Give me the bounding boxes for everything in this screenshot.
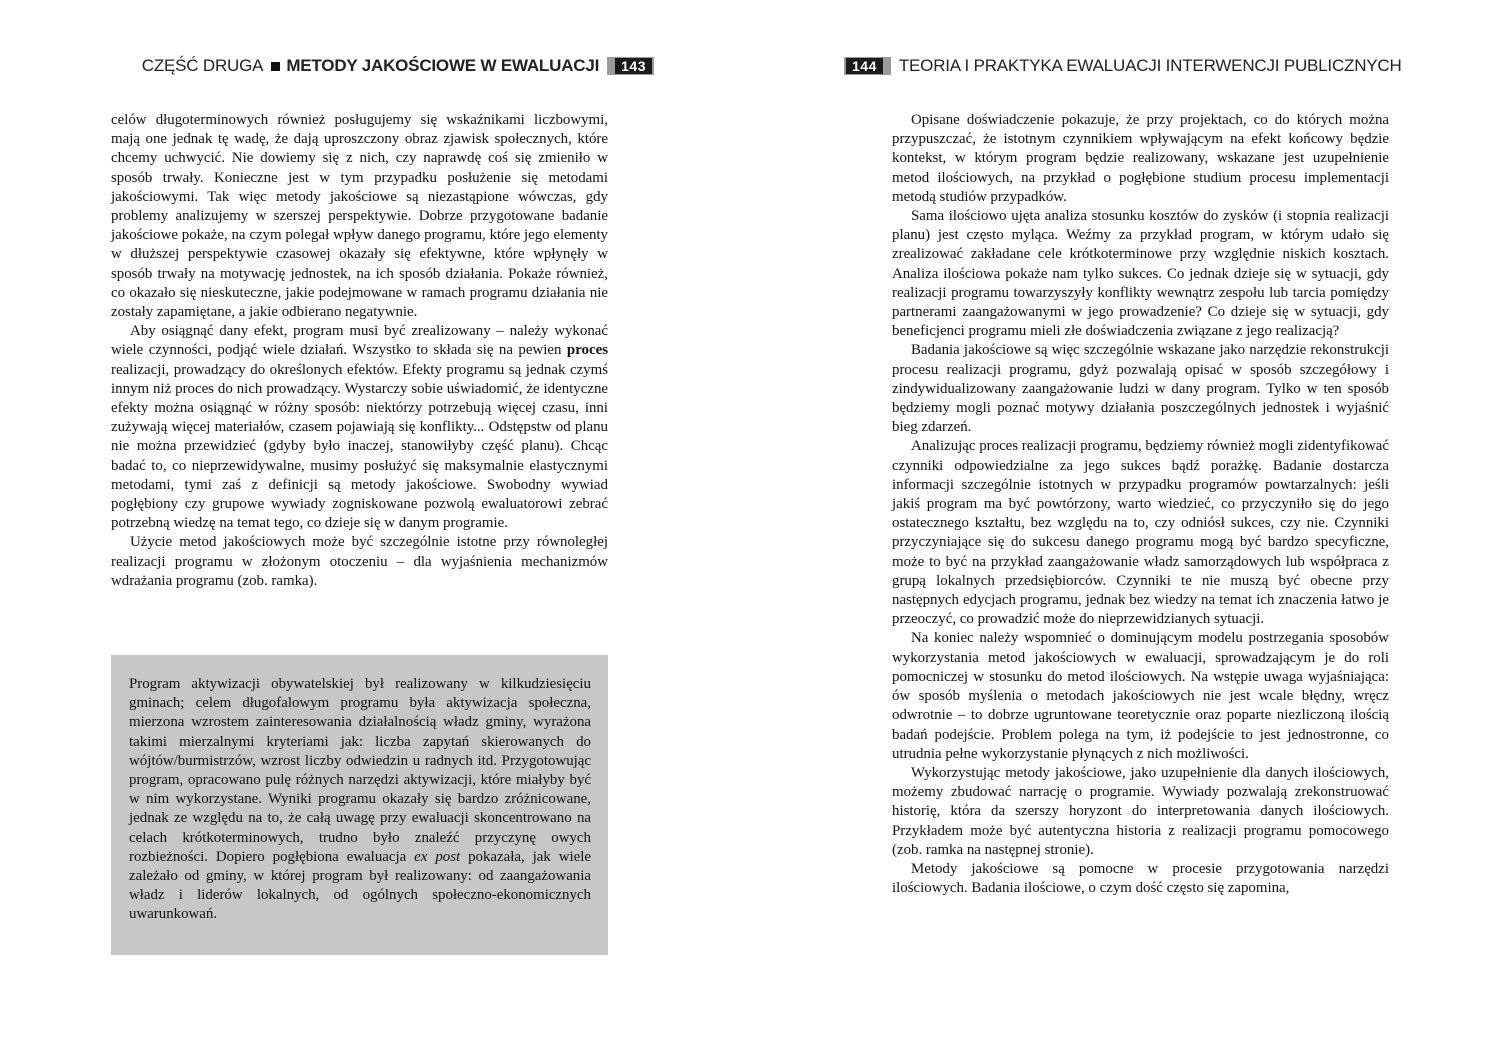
paragraph: Metody jakościowe są pomocne w procesie przygotowania narzędzi ilościowych. Badania ilościowe, o czym dość często się zapomina, (892, 860, 1389, 897)
left-body-text (111, 111, 608, 591)
square-bullet-icon (271, 62, 280, 71)
running-header-left (142, 54, 662, 78)
running-header-right (836, 54, 1402, 78)
book-title: TEORIA I PRAKTYKA EWALUACJI INTERWENCJI PUBLICZNYCH (898, 56, 1402, 75)
part-title: CZĘŚĆ DRUGA (141, 56, 264, 75)
emphasis-italic: ex post (414, 848, 461, 865)
paragraph: celów długoterminowych również posługujemy się wskaźnikami liczbowymi, mają one jednak tę wadę, że dają uproszczony obraz zjawisk społecznych, które chcemy uchwycić. Nie dowiemy się z nich, czy naprawdę coś się zmieniło w sposób trwały. Konieczne jest w tym przypadku posłużenie się metodami jakościowymi. Tak więc metody jakościowe są niezastąpione wówczas, gdy problemy analizujemy w szerszej perspektywie. Dobrze przygotowane badanie jakościowe pokaże, na czym polegał wpływ danego programu, które jego elementy w dłuższej perspektywie czasowej okazały się efektywne, które wpłynęły w sposób trwały na motywację jednostek, na ich sposób działania. Pokaże również, co okazało się nieskuteczne, jakie podejmowane w ramach programu działania nie zostały zapamiętane, a jakie odbierano negatywnie. (111, 112, 608, 321)
paragraph: Sama ilościowo ujęta analiza stosunku kosztów do zysków (i stopnia realizacji planu) jest często myląca. Weźmy za przykład program, w którym udało się zrealizować zakładane cele krótkoterminowe przy względnie niskich kosztach. Analiza ilościowa pokaże nam tylko sukces. Co jednak dzieje się w sytuacji, gdy realizacji programu towarzyszyły konflikty wewnątrz zespołu lub tarcia pomiędzy partnerami zaangażowanymi w jego prowadzenie? Co dzieje się w sytuacji, gdy beneficjenci programu mieli złe doświadczenia związane z jego realizacją? (892, 208, 1389, 340)
example-box-text: Program aktywizacji obywatelskiej był realizowany w kilkudziesięciu gminach; celem długofalowym programu była aktywizacja społeczna, mierzona wzrostem zainteresowania działalnością władz gminy, wyrażona takimi mierzalnymi kryteriami jak: liczba zapytań skierowanych do wójtów/burmistrzów, wzrost liczby odwiedzin u radnych itd. Przygotowując program, opracowano pulę różnych narzędzi aktywizacji, które miałyby być w nim wykorzystane. Wyniki programu okazały się bardzo zróżnicowane, jednak ze względu na to, że całą uwagę przy ewaluacji skoncentrowano na celach krótkoterminowych, trudno było znaleźć przyczynę owych rozbieżności. Dopiero pogłębiona ewaluacja ex post pokazała, jak wiele zależało od gminy, w której program był realizowany: od zaangażowania władz i liderów lokalnych, od ogólnych społeczno-ekonomicznych uwarunkowań. (129, 676, 591, 923)
chapter-title: METODY JAKOŚCIOWE W EWALUACJI (286, 56, 600, 75)
paragraph: Badania jakościowe są więc szczególnie wskazane jako narzędzie rekonstrukcji procesu realizacji programu, gdyż pozwalają opisać w sposób szczegółowy i zindywidualizowany zaangażowanie ludzi w dany program. Tylko w ten sposób będziemy mogli poznać motywy działania poszczególnych jednostek i wyjaśnić bieg zdarzeń. (892, 342, 1389, 436)
emphasis-bold: proces (566, 342, 608, 359)
paragraph: Wykorzystując metody jakościowe, jako uzupełnienie dla danych ilościowych, możemy zbudować narrację o programie. Wywiady pozwalają zrekonstruować historię, która da szerszy horyzont do interpretowania danych ilościowych. Przykładem może być autentyczna historia z realizacji programu pomocowego (zob. ramka na następnej stronie). (892, 764, 1389, 858)
page-number: 143 (615, 58, 652, 74)
page-number: 144 (846, 58, 883, 74)
example-box (111, 655, 608, 955)
paragraph: Aby osiągnąć dany efekt, program musi być zrealizowany – należy wykonać wiele czynności, podjąć wiele działań. Wszystko to składa się na pewien proces realizacji, prowadzący do określonych efektów. Efekty programu są jednak czymś innym niż proces do nich prowadzący. Wystarczy sobie uświadomić, że identyczne efekty można osiągnąć w różny sposób: niektórzy potrzebują więcej czasu, inni zużywają więcej materiałów, czasem pojawiają się konflikty... Odstępstw od planu nie można przewidzieć (gdyby było inaczej, stanowiłyby część planu). Chcąc badać to, co nieprzewidywalne, musimy posłużyć się maksymalnie elastycznymi metodami, tymi zaś z definicji są metody jakościowe. Swobodny wywiad pogłębiony czy grupowe wywiady zogniskowane pozwolą ewaluatorowi zebrać potrzebną wiedzę na temat tego, co dzieje się w danym programie. (111, 323, 608, 532)
paragraph: Na koniec należy wspomnieć o dominującym modelu postrzegania sposobów wykorzystania metod jakościowych w ewaluacji, sprowadzającym je do roli pomocniczej w stosunku do metod ilościowych. Na wstępie uwaga wyjaśniająca: ów sposób myślenia o metodach jakościowych nie jest wcale błędny, wręcz odwrotnie – to dobrze ugruntowane teoretycznie oraz poparte niezliczoną ilością badań podejście. Problem polega na tym, iż podejście to jest jednostronne, co utrudnia pełne wykorzystanie płynących z nich możliwości. (892, 630, 1389, 762)
page-number-box (844, 57, 891, 75)
right-body-text (892, 111, 1389, 898)
paragraph: Opisane doświadczenie pokazuje, że przy projektach, co do których można przypuszczać, że istotnym czynnikiem wpływającym na efekt końcowy będzie kontekst, w którym program będzie realizowany, wskazane jest uzupełnienie metod ilościowych, na przykład o pogłębione studium procesu implementacji metodą studiów przypadków. (892, 112, 1389, 205)
paragraph: Użycie metod jakościowych może być szczególnie istotne przy równoległej realizacji programu w złożonym otoczeniu – dla wyjaśnienia mechanizmów wdrażania programu (zob. ramka). (111, 534, 608, 589)
page-number-box (607, 57, 654, 75)
paragraph: Analizując proces realizacji programu, będziemy również mogli zidentyfikować czynniki odpowiedzialne za jego sukces bądź porażkę. Badanie dostarcza informacji szczególnie istotnych w przypadku programów powtarzalnych: jeśli jakiś program ma być powtórzony, warto wiedzieć, co przyczyniło się do jego ostatecznego kształtu, bez względu na to, czy odniósł sukces, czy nie. Czynniki przyczyniające się do sukcesu danego programu mogą być bardzo specyficzne, może to być na przykład zaangażowanie władz samorządowych lub współpraca z grupą lokalnych przedsiębiorców. Czynniki te nie muszą być obecne przy następnych edycjach programu, jednak bez wiedzy na temat ich znaczenia łatwo je przeoczyć, co prowadzić może do nieprzewidzianych sytuacji. (892, 438, 1389, 628)
right-page (750, 0, 1500, 1050)
